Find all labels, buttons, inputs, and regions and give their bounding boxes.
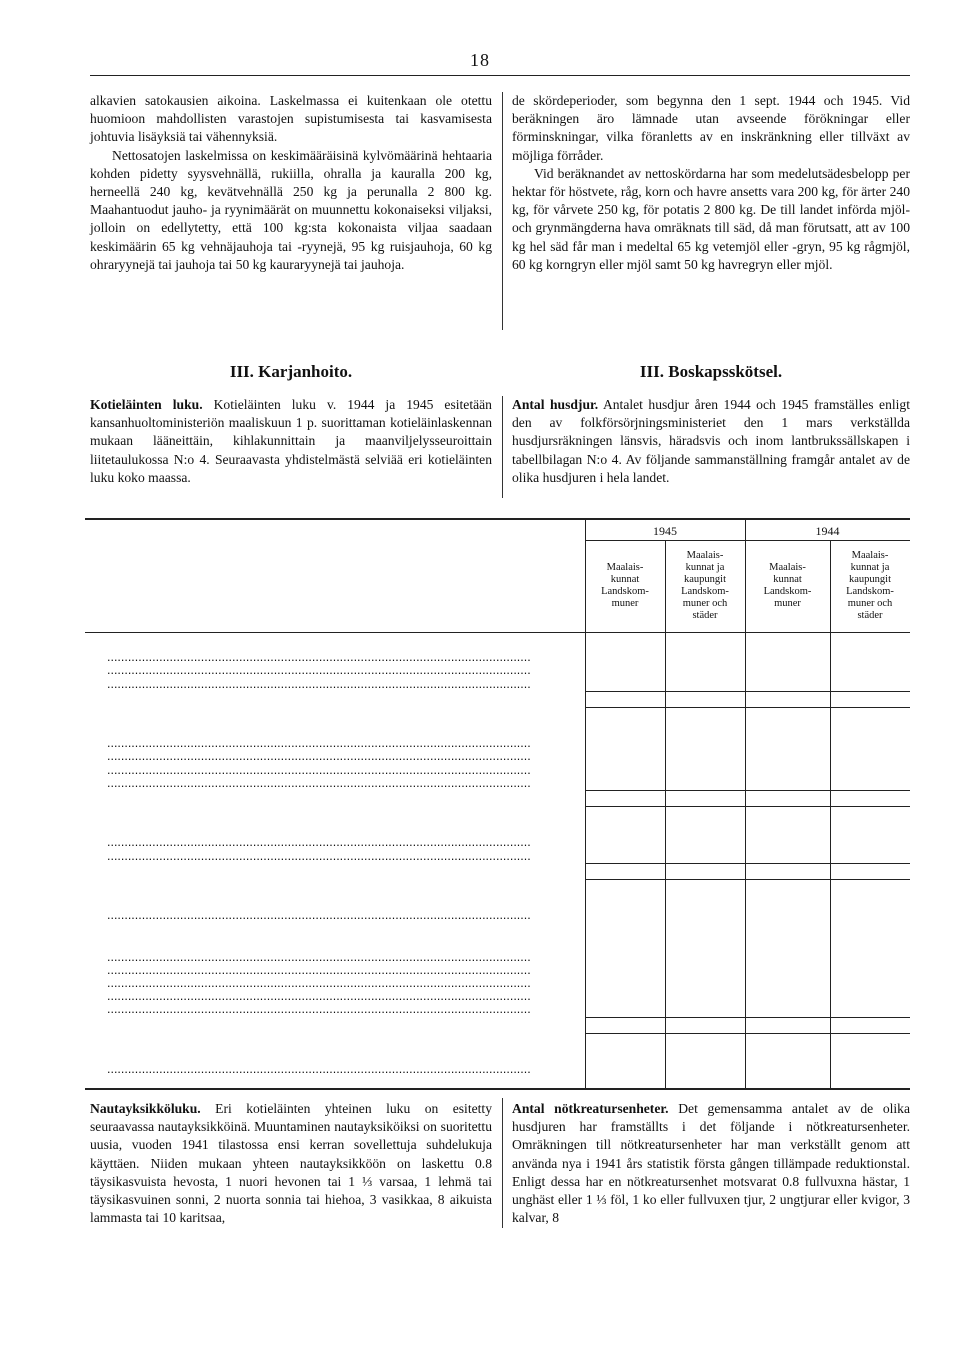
row-label — [107, 776, 603, 790]
row-label — [107, 763, 603, 777]
column-rule — [745, 518, 746, 1088]
paragraph: Nettosatojen laskelmissa on keskimääräisinä kylvömäärinä hehtaaria kohden pidetty syysvehnällä, rukiilla, ohralla ja kauralla 200 kg, herneellä 240 kg, kevätvehnällä 250 kg ja perunalla 2 800 kg. Maahantuodut jauho- ja ryynimäärät on muunnettu kokonaiseksi viljaksi, jolloin on edellytetty, että 100 kg:sta kokonaista viljaa saadaan keskimäärin 65 kg vehnäjauhoja tai -ryynejä, 95 kg ruisjauhoja, 60 kg ohraryynejä tai jauhoja tai 50 kg kauraryynejä tai jauhoja. — [90, 147, 492, 272]
row-label — [107, 736, 603, 750]
total-rule — [585, 879, 910, 880]
row-label — [107, 849, 603, 863]
header-rule — [90, 75, 910, 76]
paragraph: Kotieläinten luku v. 1944 ja 1945 esitetään kansanhuoltoministeriön maaliskuun 1 p. suorittaman kotieläinlaskennan mukaan lääneittäin, kihlakunnittain ja maanviljelysseuroittain liitetaulukossa N:o 4. Seuraavasta yhdistelmästä selviää eri kotieläinten luku koko maassa. — [90, 397, 492, 485]
year-header: 1945 — [653, 524, 677, 538]
row-label — [107, 950, 603, 964]
total-rule — [585, 1033, 910, 1034]
total-rule — [585, 707, 910, 708]
text-column-fi-top — [90, 92, 492, 274]
column-divider — [502, 396, 503, 498]
paragraph-lead: Antal nötkreatursenheter. — [512, 1101, 669, 1116]
paragraph-lead: Antal husdjur. — [512, 397, 599, 412]
text-column-fi-mid — [90, 396, 492, 487]
column-rule — [665, 540, 666, 1088]
row-label — [107, 989, 603, 1003]
row-label — [107, 835, 603, 849]
paragraph: de skördeperioder, som begynna den 1 sept. 1944 och 1945. Vid beräkningen äro lämnade utan avseende förökningar eller förminskningar, vilka föranletts av en inskränkning eller tillväxt av möjliga förråder. — [512, 93, 910, 163]
paragraph-lead: Nautayksikköluku. — [90, 1101, 201, 1116]
row-label — [107, 650, 603, 664]
total-rule — [585, 806, 910, 807]
paragraph: Antalet husdjur åren 1944 och 1945 framställes enligt den av folkförsörjningsministeriet den 1 mars verkställda husdjursräkningen länsvis, häradsvis och inom lantbrukssällskapen i tabellbilagan N:o 4. Av följande sammanställning framgår antalet av de olika husdjuren i hela landet. — [512, 397, 911, 485]
paragraph: Det gemensamma antalet av de olika husdjuren har framställts i det följande i nötkreatursenheter. Omräkningen till nötkreatursenheter har man verkställt genom att använda nya i 1941 års statistik första gången tillämpade reduktionstal. Enligt dessa har en nötkreatursenhet motsvarat 0.8 fullvuxna hästar, 1 unghäst eller 1 ⅓ föl, 1 ko eller fullvuxen tjur, 2 ungtjurar eller kvigor, 3 kalvar, 8 — [512, 1101, 911, 1226]
row-label — [107, 1002, 603, 1016]
row-label — [107, 663, 603, 677]
table-top-rule — [85, 518, 910, 520]
text-column-sv-bottom — [512, 1100, 910, 1227]
column-header: Maalais- kunnat ja kaupungit Landskom- muner och städer — [681, 550, 729, 621]
header-bottom-rule — [85, 632, 910, 633]
subtotal-rule — [585, 863, 910, 864]
row-label — [107, 976, 603, 990]
page-number: 18 — [470, 50, 490, 70]
text-column-sv-mid — [512, 396, 910, 487]
column-header: Maalais- kunnat ja kaupungit Landskom- muner och städer — [846, 550, 894, 621]
paragraph: alkavien satokausien aikoina. Laskelmassa ei kuitenkaan ole otettu huomioon mahdollisten varastojen supistumisesta tai kasvamisesta johtuvia lisäyksiä tai vähennyksiä. — [90, 93, 492, 145]
row-label — [107, 1062, 603, 1076]
year-header: 1944 — [815, 524, 840, 538]
text-column-sv-top — [512, 92, 910, 274]
column-divider — [502, 92, 503, 330]
paragraph: Eri kotieläinten yhteinen luku on esitetty seuraavassa nautayksikköinä. Muuntaminen nautayksiköiksi on suoritettu uusia, vuoden 1941 tilastossa ensi kerran sovellettuja suhdelukuja käyttäen. Niiden mukaan yhteen nautayksikköön on laskettu 0.8 täysikasvuista hevosta, 1 nuori hevonen tai 1 ⅓ varsaa, 1 lehmä tai täysikasvuinen sonni, 2 nuorta sonnia tai hiehoa, 3 vasikkaa, 8 aikuista lammasta tai 10 karitsaa, — [90, 1101, 492, 1226]
column-header: Maalais- kunnat Landskom- muner — [763, 562, 812, 609]
column-divider — [502, 1098, 503, 1228]
row-label — [107, 963, 603, 977]
column-rule — [830, 540, 831, 1088]
row-label — [107, 908, 603, 922]
subtotal-rule — [585, 1017, 910, 1018]
subtotal-rule — [585, 790, 910, 791]
section-heading-sv: III. Boskapsskötsel. — [639, 362, 783, 381]
column-header: Maalais- kunnat Landskom- muner — [601, 562, 649, 609]
subtotal-rule — [585, 691, 910, 692]
row-label — [107, 749, 603, 763]
section-heading-fi: III. Karjanhoito. — [229, 362, 353, 381]
text-column-fi-bottom — [90, 1100, 492, 1227]
livestock-table — [85, 518, 910, 1088]
row-label — [107, 677, 603, 691]
year-rule — [585, 540, 910, 541]
paragraph: Vid beräknandet av nettoskördarna har som medelutsädesbelopp per hektar för höstvete, råg, korn och havre ansetts vara 200 kg, för ärter 240 kg, för vårvete 250 kg, för potatis 2 800 kg. De till landet införda mjöl- och grynmängderna hava omräknats till säd, då man förutsatt, att av 100 kg hel säd får man i medeltal 65 kg vetemjöl eller -gryn, 95 kg rågmjöl, 60 kg korngryn eller mjöl samt 50 kg havregryn eller mjöl. — [512, 165, 910, 272]
paragraph-lead: Kotieläinten luku. — [90, 397, 203, 412]
table-bottom-rule — [85, 1088, 910, 1090]
